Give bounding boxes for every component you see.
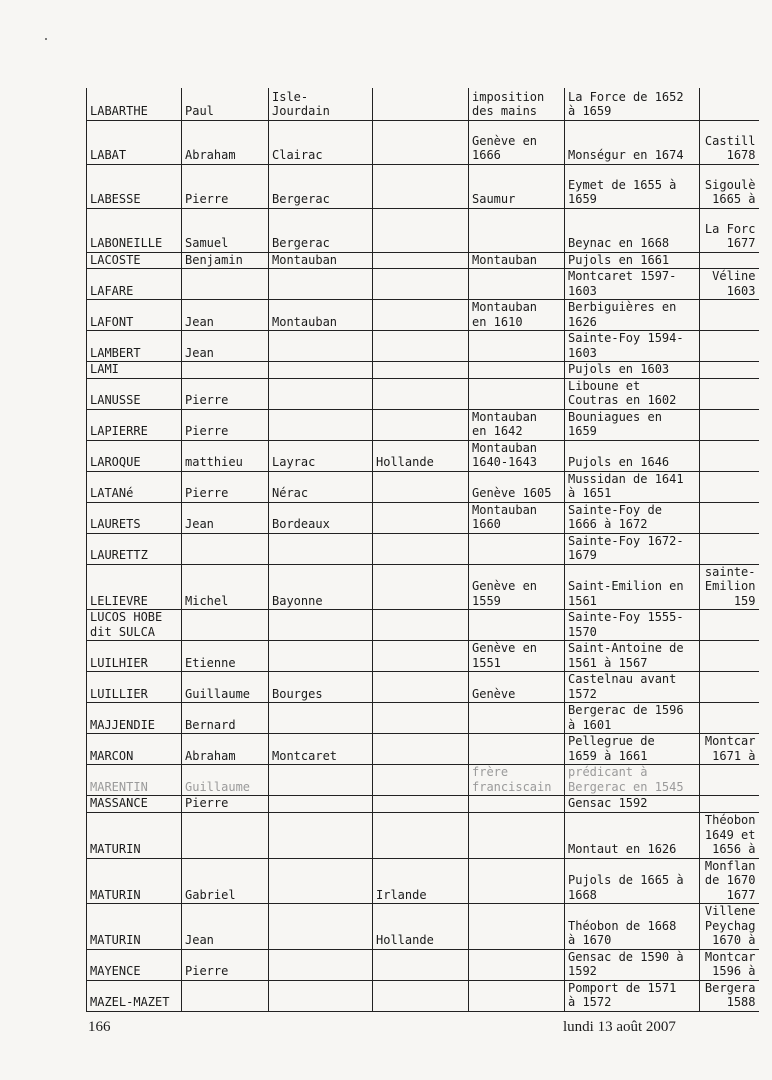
cell-prenom: Guillaume — [182, 672, 269, 703]
cell-etudes: Montauban 1640-1643 — [469, 440, 565, 471]
cell-suite — [700, 502, 759, 533]
cell-origine: Montcaret — [269, 734, 373, 765]
cell-nom: LUILHIER — [87, 641, 182, 672]
cell-ministere: Pujols en 1603 — [565, 362, 700, 379]
cell-etudes: Genève en 1551 — [469, 641, 565, 672]
cell-ministere: La Force de 1652 à 1659 — [565, 88, 700, 120]
cell-nom: MATURIN — [87, 904, 182, 950]
table-row — [87, 120, 759, 164]
cell-prenom: Jean — [182, 300, 269, 331]
table-row — [87, 765, 759, 796]
cell-etudes — [469, 610, 565, 641]
cell-refuge — [373, 378, 469, 409]
cell-etudes — [469, 533, 565, 564]
cell-ministere: Gensac 1592 — [565, 796, 700, 813]
cell-origine — [269, 610, 373, 641]
cell-origine — [269, 765, 373, 796]
cell-nom: LABAT — [87, 120, 182, 164]
table-row — [87, 300, 759, 331]
cell-nom: LAROQUE — [87, 440, 182, 471]
cell-suite: Bergera 1588 — [700, 980, 759, 1011]
cell-etudes: imposition des mains — [469, 88, 565, 120]
cell-suite — [700, 331, 759, 362]
cell-refuge — [373, 734, 469, 765]
table-row — [87, 672, 759, 703]
cell-origine: Montauban — [269, 300, 373, 331]
cell-suite — [700, 409, 759, 440]
cell-etudes: Genève 1605 — [469, 471, 565, 502]
table-row — [87, 734, 759, 765]
cell-etudes — [469, 378, 565, 409]
cell-prenom: Paul — [182, 88, 269, 120]
cell-refuge — [373, 672, 469, 703]
cell-etudes — [469, 734, 565, 765]
table-row — [87, 331, 759, 362]
table-row — [87, 610, 759, 641]
cell-origine: Isle- Jourdain — [269, 88, 373, 120]
cell-etudes — [469, 208, 565, 252]
cell-ministere: Montaut en 1626 — [565, 812, 700, 858]
cell-ministere: Saint-Emilion en 1561 — [565, 564, 700, 610]
cell-ministere: Eymet de 1655 à 1659 — [565, 164, 700, 208]
page-number: 166 — [88, 1019, 111, 1035]
cell-suite — [700, 440, 759, 471]
table-row — [87, 409, 759, 440]
table-row — [87, 564, 759, 610]
cell-nom: MAJJENDIE — [87, 703, 182, 734]
table-row — [87, 858, 759, 904]
cell-etudes: Saumur — [469, 164, 565, 208]
cell-origine: Montauban — [269, 252, 373, 269]
cell-suite — [700, 796, 759, 813]
cell-etudes — [469, 980, 565, 1011]
cell-nom: LUILLIER — [87, 672, 182, 703]
cell-suite: Montcar 1671 à — [700, 734, 759, 765]
table-row — [87, 362, 759, 379]
cell-refuge — [373, 641, 469, 672]
cell-prenom — [182, 533, 269, 564]
cell-suite: sainte- Emilion 159 — [700, 564, 759, 610]
cell-prenom: Pierre — [182, 796, 269, 813]
cell-suite: Véline 1603 — [700, 269, 759, 300]
cell-prenom: Pierre — [182, 409, 269, 440]
table-row — [87, 88, 759, 120]
cell-ministere: Sainte-Foy 1555- 1570 — [565, 610, 700, 641]
cell-ministere: Saint-Antoine de 1561 à 1567 — [565, 641, 700, 672]
cell-ministere: Castelnau avant 1572 — [565, 672, 700, 703]
table-row — [87, 949, 759, 980]
cell-nom: LAPIERRE — [87, 409, 182, 440]
cell-origine: Bayonne — [269, 564, 373, 610]
cell-origine: Layrac — [269, 440, 373, 471]
cell-prenom: Abraham — [182, 120, 269, 164]
cell-suite — [700, 641, 759, 672]
cell-origine: Nérac — [269, 471, 373, 502]
cell-etudes: Montauban en 1610 — [469, 300, 565, 331]
table-row — [87, 641, 759, 672]
cell-refuge — [373, 812, 469, 858]
pastors-table — [86, 88, 759, 1012]
cell-prenom: Jean — [182, 904, 269, 950]
table-row — [87, 796, 759, 813]
cell-refuge — [373, 949, 469, 980]
footer-date: lundi 13 août 2007 — [563, 1019, 676, 1035]
cell-etudes: Montauban — [469, 252, 565, 269]
cell-etudes: Montauban en 1642 — [469, 409, 565, 440]
cell-ministere: Pujols en 1661 — [565, 252, 700, 269]
cell-refuge: Hollande — [373, 904, 469, 950]
cell-etudes — [469, 331, 565, 362]
cell-suite — [700, 88, 759, 120]
cell-suite: La Forc 1677 — [700, 208, 759, 252]
cell-suite — [700, 765, 759, 796]
cell-suite: Montcar 1596 à — [700, 949, 759, 980]
cell-ministere: Sainte-Foy de 1666 à 1672 — [565, 502, 700, 533]
cell-ministere: Bergerac de 1596 à 1601 — [565, 703, 700, 734]
cell-etudes: frère franciscain — [469, 765, 565, 796]
cell-refuge: Irlande — [373, 858, 469, 904]
cell-ministere: Beynac en 1668 — [565, 208, 700, 252]
cell-suite — [700, 471, 759, 502]
cell-ministere: Théobon de 1668 à 1670 — [565, 904, 700, 950]
cell-prenom: matthieu — [182, 440, 269, 471]
cell-nom: MARCON — [87, 734, 182, 765]
cell-ministere: Mussidan de 1641 à 1651 — [565, 471, 700, 502]
cell-refuge — [373, 362, 469, 379]
table-row — [87, 980, 759, 1011]
cell-nom: MATURIN — [87, 812, 182, 858]
cell-refuge — [373, 269, 469, 300]
cell-suite — [700, 252, 759, 269]
cell-suite — [700, 533, 759, 564]
table-row — [87, 164, 759, 208]
cell-prenom: Jean — [182, 502, 269, 533]
cell-etudes — [469, 796, 565, 813]
cell-refuge — [373, 703, 469, 734]
cell-nom: LUCOS HOBE dit SULCA — [87, 610, 182, 641]
cell-suite: Théobon 1649 et 1656 à — [700, 812, 759, 858]
cell-prenom: Pierre — [182, 378, 269, 409]
cell-origine — [269, 641, 373, 672]
cell-refuge: Hollande — [373, 440, 469, 471]
cell-refuge — [373, 471, 469, 502]
cell-nom: LAFONT — [87, 300, 182, 331]
cell-suite: Sigoulè 1665 à — [700, 164, 759, 208]
cell-nom: LAMBERT — [87, 331, 182, 362]
cell-prenom: Michel — [182, 564, 269, 610]
table-row — [87, 812, 759, 858]
cell-etudes — [469, 949, 565, 980]
cell-etudes — [469, 904, 565, 950]
table-row — [87, 904, 759, 950]
table-row — [87, 471, 759, 502]
table-row — [87, 269, 759, 300]
cell-refuge — [373, 980, 469, 1011]
cell-nom: MARENTIN — [87, 765, 182, 796]
cell-nom: MAZEL-MAZET — [87, 980, 182, 1011]
cell-ministere: Monségur en 1674 — [565, 120, 700, 164]
cell-refuge — [373, 765, 469, 796]
cell-origine: Bergerac — [269, 164, 373, 208]
cell-suite — [700, 672, 759, 703]
cell-refuge — [373, 208, 469, 252]
table-row — [87, 703, 759, 734]
cell-suite — [700, 610, 759, 641]
cell-suite: Villene Peychag 1670 à — [700, 904, 759, 950]
table-row — [87, 208, 759, 252]
cell-origine: Bordeaux — [269, 502, 373, 533]
cell-origine: Bergerac — [269, 208, 373, 252]
cell-refuge — [373, 300, 469, 331]
cell-etudes — [469, 858, 565, 904]
cell-etudes: Genève — [469, 672, 565, 703]
cell-origine — [269, 362, 373, 379]
cell-prenom — [182, 980, 269, 1011]
cell-etudes — [469, 362, 565, 379]
cell-refuge — [373, 533, 469, 564]
table-row — [87, 533, 759, 564]
cell-refuge — [373, 502, 469, 533]
cell-nom: LABESSE — [87, 164, 182, 208]
cell-prenom: Abraham — [182, 734, 269, 765]
table-row — [87, 378, 759, 409]
cell-origine — [269, 796, 373, 813]
table-row — [87, 502, 759, 533]
cell-nom: MATURIN — [87, 858, 182, 904]
cell-etudes: Genève en 1559 — [469, 564, 565, 610]
cell-prenom: Pierre — [182, 949, 269, 980]
cell-nom: MASSANCE — [87, 796, 182, 813]
cell-prenom: Pierre — [182, 164, 269, 208]
cell-origine — [269, 812, 373, 858]
cell-origine: Bourges — [269, 672, 373, 703]
cell-refuge — [373, 331, 469, 362]
cell-nom: LAMI — [87, 362, 182, 379]
cell-origine — [269, 409, 373, 440]
cell-prenom: Benjamin — [182, 252, 269, 269]
cell-ministere: prédicant à Bergerac en 1545 — [565, 765, 700, 796]
cell-suite — [700, 362, 759, 379]
cell-nom: LACOSTE — [87, 252, 182, 269]
cell-refuge — [373, 120, 469, 164]
cell-refuge — [373, 164, 469, 208]
cell-prenom — [182, 269, 269, 300]
cell-nom: LAFARE — [87, 269, 182, 300]
cell-ministere: Pujols en 1646 — [565, 440, 700, 471]
cell-nom: LABONEILLE — [87, 208, 182, 252]
cell-etudes — [469, 812, 565, 858]
cell-etudes — [469, 703, 565, 734]
cell-prenom: Bernard — [182, 703, 269, 734]
cell-ministere: Bouniagues en 1659 — [565, 409, 700, 440]
cell-prenom: Guillaume — [182, 765, 269, 796]
cell-nom: LANUSSE — [87, 378, 182, 409]
cell-nom: LATANé — [87, 471, 182, 502]
cell-suite — [700, 378, 759, 409]
cell-prenom: Samuel — [182, 208, 269, 252]
cell-origine — [269, 858, 373, 904]
paper-speck — [45, 38, 47, 40]
cell-etudes — [469, 269, 565, 300]
table-row — [87, 252, 759, 269]
cell-ministere: Pomport de 1571 à 1572 — [565, 980, 700, 1011]
cell-prenom: Etienne — [182, 641, 269, 672]
cell-refuge — [373, 409, 469, 440]
cell-ministere: Montcaret 1597- 1603 — [565, 269, 700, 300]
cell-origine — [269, 533, 373, 564]
cell-etudes: Montauban 1660 — [469, 502, 565, 533]
cell-origine: Clairac — [269, 120, 373, 164]
cell-suite — [700, 300, 759, 331]
cell-prenom — [182, 362, 269, 379]
cell-ministere: Liboune et Coutras en 1602 — [565, 378, 700, 409]
cell-nom: LAURETS — [87, 502, 182, 533]
cell-suite: Castill 1678 — [700, 120, 759, 164]
cell-prenom: Gabriel — [182, 858, 269, 904]
cell-origine — [269, 904, 373, 950]
cell-refuge — [373, 88, 469, 120]
cell-refuge — [373, 564, 469, 610]
cell-ministere: Berbiguières en 1626 — [565, 300, 700, 331]
cell-refuge — [373, 610, 469, 641]
cell-refuge — [373, 252, 469, 269]
cell-origine — [269, 949, 373, 980]
cell-nom: MAYENCE — [87, 949, 182, 980]
cell-suite: Monflan de 1670 1677 — [700, 858, 759, 904]
cell-nom: LELIEVRE — [87, 564, 182, 610]
cell-ministere: Sainte-Foy 1594- 1603 — [565, 331, 700, 362]
cell-origine — [269, 269, 373, 300]
cell-origine — [269, 378, 373, 409]
cell-origine — [269, 331, 373, 362]
table-row — [87, 440, 759, 471]
cell-prenom: Pierre — [182, 471, 269, 502]
cell-prenom — [182, 812, 269, 858]
cell-ministere: Gensac de 1590 à 1592 — [565, 949, 700, 980]
cell-ministere: Pellegrue de 1659 à 1661 — [565, 734, 700, 765]
cell-suite — [700, 703, 759, 734]
cell-nom: LAURETTZ — [87, 533, 182, 564]
cell-ministere: Pujols de 1665 à 1668 — [565, 858, 700, 904]
cell-etudes: Genève en 1666 — [469, 120, 565, 164]
cell-prenom: Jean — [182, 331, 269, 362]
cell-nom: LABARTHE — [87, 88, 182, 120]
cell-refuge — [373, 796, 469, 813]
cell-ministere: Sainte-Foy 1672- 1679 — [565, 533, 700, 564]
cell-origine — [269, 703, 373, 734]
cell-origine — [269, 980, 373, 1011]
cell-prenom — [182, 610, 269, 641]
